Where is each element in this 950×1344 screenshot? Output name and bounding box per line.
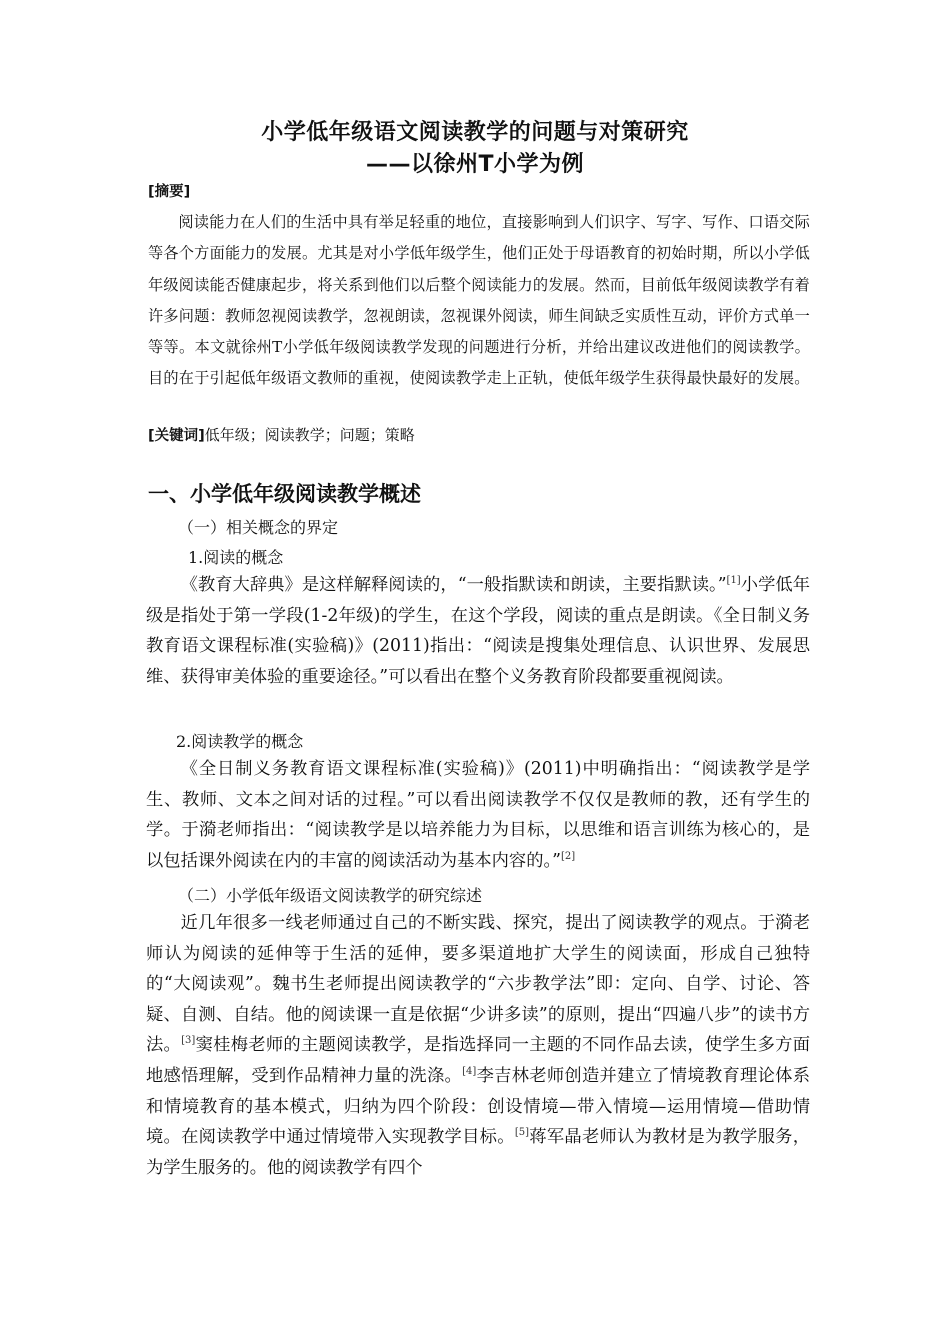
paragraph-reading-concept bbox=[146, 570, 810, 692]
keywords-label: [关键词] bbox=[148, 428, 205, 444]
citation-ref[interactable]: [2] bbox=[560, 851, 576, 863]
keywords-text: 低年级；阅读教学；问题；策略 bbox=[204, 426, 415, 444]
paragraph-text: 小学低年级是指处于第一学段(1-2年级)的学生，在这个学段，阅读的重点是朗读。《全日制义务教育语文课程标准(实验稿)》(2011)指出：“阅读是搜集处理信息、认识世界、发展思维、获得审美体验的重要途径。”可以看出在整个义务教育阶段都要重视阅读。 bbox=[146, 575, 810, 687]
section-1-heading: 一、小学低年级阅读教学概述 bbox=[148, 482, 421, 506]
item-2-heading: 2.阅读教学的概念 bbox=[176, 732, 304, 751]
paragraph-text: 《教育大辞典》是这样解释阅读的，“一般指默读和朗读，主要指默读。” bbox=[180, 575, 727, 595]
paragraph-research-review bbox=[146, 908, 810, 1183]
subsection-1-heading: （一）相关概念的界定 bbox=[178, 518, 339, 537]
abstract-body: 阅读能力在人们的生活中具有举足轻重的地位，直接影响到人们识字、写字、写作、口语交际等各个方面能力的发展。尤其是对小学低年级学生，他们正处于母语教育的初始时期，所以小学低年级阅读能否健康起步，将关系到他们以后整个阅读能力的发展。然而，目前低年级阅读教学有着许多问题：教师忽视阅读教学，忽视朗读，忽视课外阅读，师生间缺乏实质性互动，评价方式单一等等。本文就徐州T小学低年级阅读教学发现的问题进行分析，并给出建议改进他们的阅读教学。目的在于引起低年级语文教师的重视，使阅读教学走上正轨，使低年级学生获得最快最好的发展。 bbox=[148, 213, 810, 388]
citation-ref[interactable]: [5] bbox=[514, 1127, 529, 1139]
keywords-line bbox=[148, 424, 415, 445]
citation-ref[interactable]: [1] bbox=[726, 575, 741, 587]
paragraph-text: 近几年很多一线老师通过自己的不断实践、探究，提出了阅读教学的观点。于漪老师认为阅读的延伸等于生活的延伸，要多渠道地扩大学生的阅读面，形成自己独特的“大阅读观”。魏书生老师提出阅读教学的“六步教学法”即：定向、自学、讨论、答疑、自测、自结。他的阅读课一直是依据“少讲多读”的原则，提出“四遍八步”的读书方法。 bbox=[146, 913, 810, 1056]
paragraph-text: 蒋军晶老师认为教材是为教学服务，为学生服务的。他的阅读教学有四个 bbox=[146, 1127, 810, 1178]
item-1-heading: 1.阅读的概念 bbox=[188, 548, 284, 567]
paper-title: 小学低年级语文阅读教学的问题与对策研究 bbox=[261, 120, 689, 145]
paragraph-text: 李吉林老师创造并建立了情境教育理论体系和情境教育的基本模式，归纳为四个阶段：创设情境—带入情境—运用情境—借助情境。在阅读教学中通过情境带入实现教学目标。 bbox=[146, 1065, 810, 1148]
citation-ref[interactable]: [4] bbox=[462, 1066, 477, 1078]
subsection-2-heading: （二）小学低年级语文阅读教学的研究综述 bbox=[178, 886, 483, 905]
paragraph-text: 窦桂梅老师的主题阅读教学，是指选择同一主题的不同作品去读，使学生多方面地感悟理解，受到作品精神力量的洗涤。 bbox=[146, 1035, 810, 1086]
paragraph-reading-teaching-concept bbox=[146, 754, 810, 876]
abstract-label: [摘要] bbox=[148, 184, 191, 200]
paragraph-text: 《全日制义务教育语文课程标准(实验稿)》(2011)中明确指出：“阅读教学是学生、教师、文本之间对话的过程。”可以看出阅读教学不仅仅是教师的教，还有学生的学。于漪老师指出：“阅读教学是以培养能力为目标，以思维和语言训练为核心的，是以包括课外阅读在内的丰富的阅读活动为基本内容的。” bbox=[146, 759, 810, 871]
citation-ref[interactable]: [3] bbox=[181, 1035, 196, 1047]
paper-subtitle: ——以徐州T小学为例 bbox=[365, 152, 584, 177]
